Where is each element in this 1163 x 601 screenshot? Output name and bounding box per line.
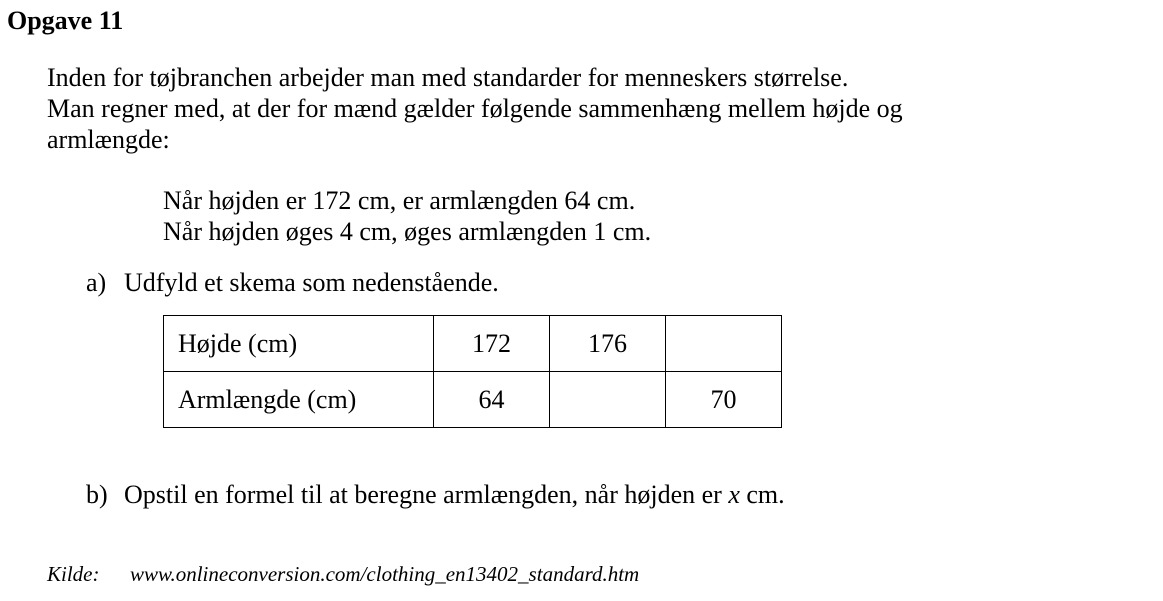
intro-paragraph (47, 62, 903, 155)
intro-line: armlængde: (47, 125, 170, 154)
table-cell: 64 (434, 372, 550, 428)
task-b-variable: x (728, 480, 740, 509)
table-cell (550, 372, 666, 428)
table-cell: 70 (666, 372, 782, 428)
task-b-text: Opstil en formel til at beregne armlængden, når højden er (124, 480, 729, 509)
exercise-title: Opgave 11 (7, 6, 124, 35)
task-b-label: b) (86, 480, 108, 509)
source-label: Kilde: (47, 562, 100, 586)
task-b (86, 479, 785, 510)
row-header-armlength: Armlængde (cm) (164, 372, 434, 428)
rule-line: Når højden er 172 cm, er armlængden 64 cm. (163, 186, 636, 215)
source-url: www.onlineconversion.com/clothing_en13402_standard.htm (130, 562, 640, 586)
table-row (164, 316, 782, 372)
table-cell (666, 316, 782, 372)
task-a-label: a) (86, 268, 107, 297)
height-armlength-table (163, 315, 782, 428)
task-a-text: Udfyld et skema som nedenstående. (124, 268, 499, 297)
table-cell: 176 (550, 316, 666, 372)
task-b-text-end: cm. (739, 480, 785, 509)
table-cell: 172 (434, 316, 550, 372)
task-a (86, 267, 499, 298)
row-header-height: Højde (cm) (164, 316, 434, 372)
intro-line: Man regner med, at der for mænd gælder følgende sammenhæng mellem højde og (47, 94, 903, 123)
table-row (164, 372, 782, 428)
source-citation (47, 560, 639, 588)
relation-rules (163, 185, 651, 247)
rule-line: Når højden øges 4 cm, øges armlængden 1 cm. (163, 217, 652, 246)
intro-line: Inden for tøjbranchen arbejder man med standarder for menneskers størrelse. (47, 63, 849, 92)
